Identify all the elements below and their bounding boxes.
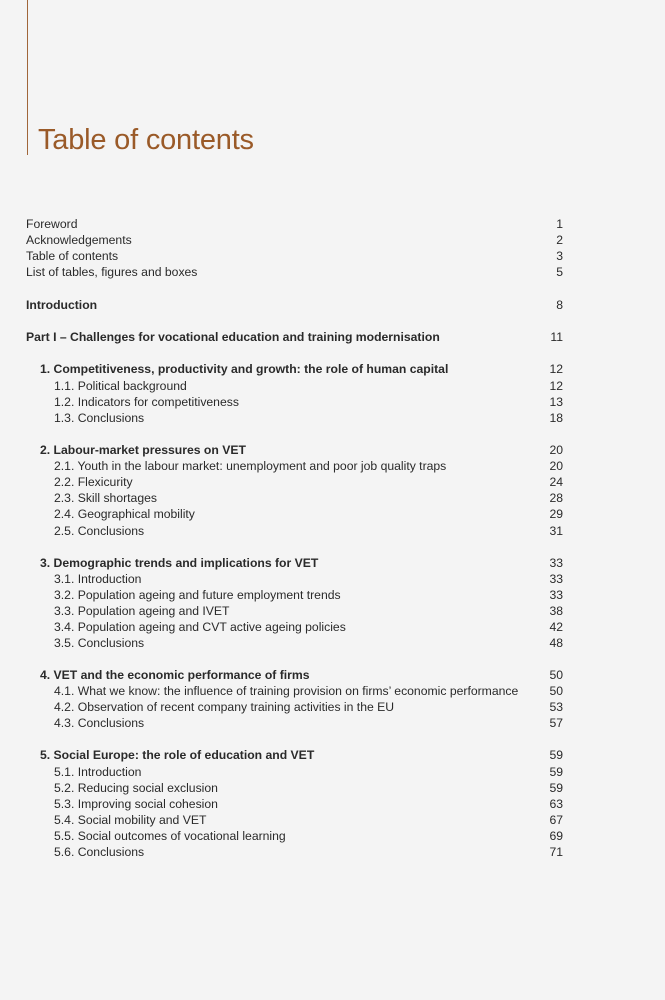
toc-entry[interactable] [54,603,563,619]
toc-entry-title: Table of contents [26,249,119,263]
toc-entry[interactable] [54,474,563,490]
toc-entry[interactable] [26,248,563,264]
toc-entry[interactable] [54,458,563,474]
toc-entry-title: 3. Demographic trends and implications for VET [40,556,319,570]
toc-entry-title: 3.2. Population ageing and future employment trends [54,588,341,602]
toc-entry[interactable] [40,555,563,571]
toc-entry[interactable] [54,635,563,651]
toc-entry-page: 59 [549,781,563,795]
toc-entry-page: 57 [549,716,563,730]
toc-entry-title: 3.5. Conclusions [54,636,145,650]
toc-entry-title: 2. Labour-market pressures on VET [40,443,246,457]
toc-entry[interactable] [54,619,563,635]
toc-entry-title: 3.1. Introduction [54,572,142,586]
toc-entry-page: 33 [549,572,563,586]
toc-entry[interactable] [54,683,563,699]
toc-entry-title: 2.3. Skill shortages [54,491,157,505]
toc-entry-page: 5 [556,265,563,279]
toc-entry-page: 11 [550,330,563,344]
toc-entry-title: 2.2. Flexicurity [54,475,133,489]
toc-entry-page: 33 [549,588,563,602]
toc-entry-page: 13 [549,395,563,409]
toc-entry-page: 12 [549,362,563,376]
toc-entry-page: 50 [549,684,563,698]
toc-entry-page: 48 [549,636,563,650]
toc-entry-title: 5.1. Introduction [54,765,142,779]
toc-entry-title: 2.1. Youth in the labour market: unemployment and poor job quality traps [54,459,447,473]
toc-entry-page: 3 [556,249,563,263]
toc-entry-page: 18 [549,411,563,425]
toc-entry[interactable] [54,699,563,715]
toc-entry-title: 1.2. Indicators for competitiveness [54,395,239,409]
toc-entry[interactable] [26,232,563,248]
toc-entry[interactable] [54,844,563,860]
toc-entry-title: Introduction [26,298,98,312]
toc-entry-page: 38 [549,604,563,618]
toc-entry[interactable] [40,667,563,683]
toc-entry-title: 5.4. Social mobility and VET [54,813,207,827]
toc-entry[interactable] [54,812,563,828]
toc-entry-title: 5.3. Improving social cohesion [54,797,218,811]
toc-entry-title: 4.2. Observation of recent company training activities in the EU [54,700,395,714]
toc-entry-title: Acknowledgements [26,233,132,247]
toc-entry[interactable] [54,715,563,731]
toc-entry-title: 3.4. Population ageing and CVT active ageing policies [54,620,346,634]
toc-entry[interactable] [54,764,563,780]
toc-entry-title: 4. VET and the economic performance of firms [40,668,310,682]
toc-entry-title: 2.4. Geographical mobility [54,507,195,521]
toc-entry-title: Part I – Challenges for vocational education and training modernisation [26,330,440,344]
toc-entry-page: 12 [549,379,563,393]
toc-entry-title: 4.3. Conclusions [54,716,145,730]
toc-entry[interactable] [40,442,563,458]
toc-entry-page: 59 [549,765,563,779]
toc-entry[interactable] [54,506,563,522]
toc-entry-page: 31 [549,524,563,538]
toc-entry[interactable] [54,571,563,587]
toc-entry[interactable] [26,216,563,232]
toc-entry[interactable] [40,747,563,763]
toc-entry-page: 24 [549,475,563,489]
accent-rule [27,0,28,155]
toc-entry-page: 29 [549,507,563,521]
toc-entry-page: 63 [549,797,563,811]
toc-entry-title: List of tables, figures and boxes [26,265,198,279]
toc-entry-page: 67 [549,813,563,827]
toc-entry[interactable] [54,523,563,539]
toc-entry[interactable] [54,410,563,426]
toc-entry[interactable] [54,780,563,796]
toc-entry-title: 5.5. Social outcomes of vocational learning [54,829,286,843]
toc-entry[interactable] [26,297,563,313]
toc-entry-title: 1.3. Conclusions [54,411,145,425]
toc-entry-title: 3.3. Population ageing and IVET [54,604,230,618]
toc-entry-page: 59 [549,748,563,762]
toc-entry-page: 50 [549,668,563,682]
page-title: Table of contents [38,124,254,156]
toc-entry-page: 69 [549,829,563,843]
toc-entry-page: 20 [549,443,563,457]
toc-entry-page: 20 [549,459,563,473]
toc-entry-page: 28 [549,491,563,505]
toc-entry[interactable] [40,361,563,377]
toc-entry-page: 2 [556,233,563,247]
toc-entry[interactable] [54,378,563,394]
toc-entry[interactable] [26,264,563,280]
toc-entry-page: 71 [549,845,563,859]
toc-entry-title: 5.6. Conclusions [54,845,145,859]
toc-entry-title: Foreword [26,217,78,231]
toc-entry[interactable] [54,394,563,410]
toc-entry[interactable] [54,796,563,812]
toc-entry-page: 42 [549,620,563,634]
toc-entry-title: 2.5. Conclusions [54,524,145,538]
toc-entry-title: 4.1. What we know: the influence of training provision on firms’ economic performance [54,684,519,698]
toc-entry-title: 1.1. Political background [54,379,187,393]
toc-entry-title: 5. Social Europe: the role of education and VET [40,748,315,762]
toc-entry-page: 8 [556,298,563,312]
toc-entry-title: 5.2. Reducing social exclusion [54,781,218,795]
toc-entry[interactable] [54,587,563,603]
toc-entry-page: 33 [549,556,563,570]
toc-entry-title: 1. Competitiveness, productivity and growth: the role of human capital [40,362,449,376]
toc-entry[interactable] [54,828,563,844]
toc-entry[interactable] [54,490,563,506]
toc-entry-page: 53 [549,700,563,714]
toc-entry-page: 1 [556,217,563,231]
toc-entry[interactable] [26,329,563,345]
